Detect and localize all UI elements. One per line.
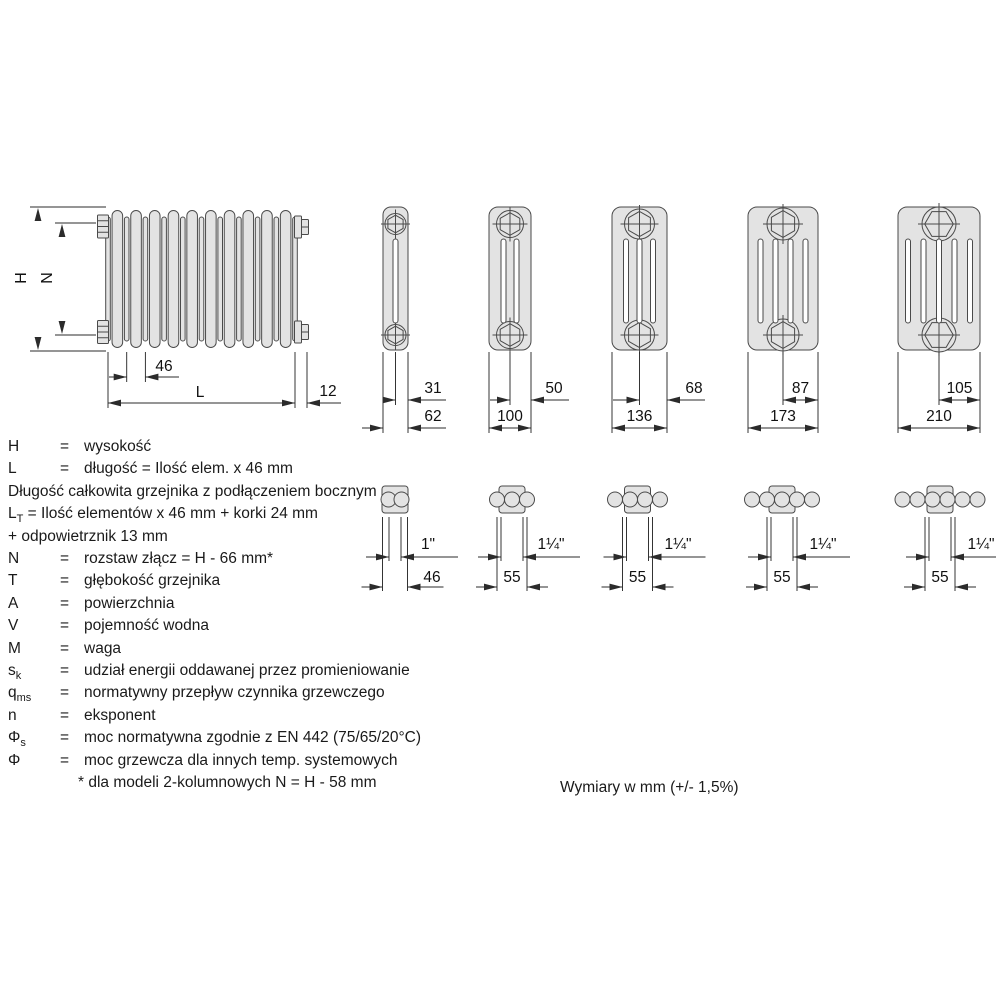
- legend-eq: =: [60, 662, 70, 680]
- dim-label-spacing: N: [39, 272, 56, 284]
- legend-desc: udział energii oddawanej przez promieniowanie: [84, 662, 410, 680]
- radiator-front-view: [30, 207, 341, 408]
- dim-label-depth: 210: [926, 408, 952, 425]
- dim-label-pitch: 55: [503, 569, 521, 586]
- dim-label-pitch: 55: [773, 569, 791, 586]
- legend-eq: =: [60, 729, 70, 747]
- dim-label-depth: 136: [626, 408, 653, 425]
- dim-label-thread: 1¼": [967, 536, 995, 553]
- legend-eq: =: [60, 550, 70, 568]
- dim-label-length: L: [195, 384, 205, 401]
- legend-desc: eksponent: [84, 706, 156, 724]
- dim-label-pitch: 55: [931, 569, 949, 586]
- legend-eq: =: [60, 617, 70, 635]
- legend-eq: =: [60, 684, 70, 702]
- legend-desc: moc grzewcza dla innych temp. systemowych: [84, 751, 398, 769]
- legend-symbol: n: [8, 706, 17, 724]
- legend-symbol: M: [8, 639, 21, 657]
- legend-symbol: H: [8, 438, 20, 455]
- dim-label-half-depth: 105: [946, 380, 973, 397]
- legend-footnote: * dla modeli 2-kolumnowych N = H - 58 mm: [78, 774, 377, 792]
- dim-label-pitch: 55: [628, 569, 647, 586]
- legend-symbol: $\Phi_s$: [8, 729, 26, 750]
- dim-label-depth: 173: [770, 408, 796, 425]
- legend-eq: =: [60, 594, 70, 612]
- legend-desc: długość = Ilość elem. x 46 mm: [84, 460, 293, 478]
- dim-label-height: H: [13, 272, 30, 284]
- legend-symbol: N: [8, 550, 20, 568]
- dim-label-half-depth: 87: [791, 380, 810, 397]
- dim-label-pitch: 46: [423, 569, 441, 586]
- legend-eq: =: [60, 460, 70, 478]
- legend-desc: normatywny przepływ czynnika grzewczego: [84, 684, 385, 702]
- legend-symbol: A: [8, 594, 19, 612]
- legend-eq: =: [60, 572, 70, 590]
- legend-row-air-vent: + odpowietrznik 13 mm: [8, 527, 168, 545]
- dim-label-depth: 100: [497, 408, 523, 425]
- legend-eq: =: [60, 706, 70, 724]
- dim-label-thread: 1¼": [664, 536, 692, 553]
- dim-label-side-extension: 12: [319, 383, 337, 400]
- legend-desc: głębokość grzejnika: [84, 572, 221, 590]
- dim-label-element-width: 46: [155, 358, 173, 375]
- legend-eq: =: [60, 751, 70, 769]
- dimensions-tolerance-note: Wymiary w mm (+/- 1,5%): [560, 779, 739, 796]
- legend-symbol: T: [8, 572, 18, 590]
- dim-label-thread: 1¼": [537, 536, 565, 553]
- legend-row-total-length-title: Długość całkowita grzejnika z podłączeniem bocznym: [8, 482, 377, 500]
- legend-desc: pojemność wodna: [84, 617, 209, 635]
- legend-desc: waga: [84, 639, 122, 657]
- legend-symbol: Φ: [8, 751, 21, 769]
- dim-label-half-depth: 50: [545, 380, 563, 397]
- dim-label-thread: 1¼": [809, 536, 837, 553]
- legend-desc: rozstaw złącz = H - 66 mm*: [84, 550, 274, 568]
- dim-label-half-depth: 68: [685, 380, 703, 397]
- legend-eq: =: [60, 438, 70, 455]
- legend-desc: wysokość: [84, 438, 152, 455]
- dim-label-thread: 1": [420, 536, 436, 553]
- dim-label-depth: 62: [424, 408, 442, 425]
- legend-symbol: $s_k$: [8, 662, 22, 683]
- legend-symbol: V: [8, 617, 19, 635]
- legend-symbol: $q_{ms}$: [8, 684, 32, 705]
- legend-row-total-length-formula: $L_T$ = Ilość elementów x 46 mm + korki 24 mm: [8, 505, 318, 526]
- legend-desc: moc normatywna zgodnie z EN 442 (75/65/20°C): [84, 729, 422, 747]
- legend-symbol: L: [8, 460, 17, 478]
- dim-label-half-depth: 31: [424, 380, 442, 397]
- legend-eq: =: [60, 639, 70, 657]
- section-cross-section-views: [362, 203, 980, 433]
- legend-desc: powierzchnia: [84, 594, 175, 612]
- legend: [8, 436, 422, 795]
